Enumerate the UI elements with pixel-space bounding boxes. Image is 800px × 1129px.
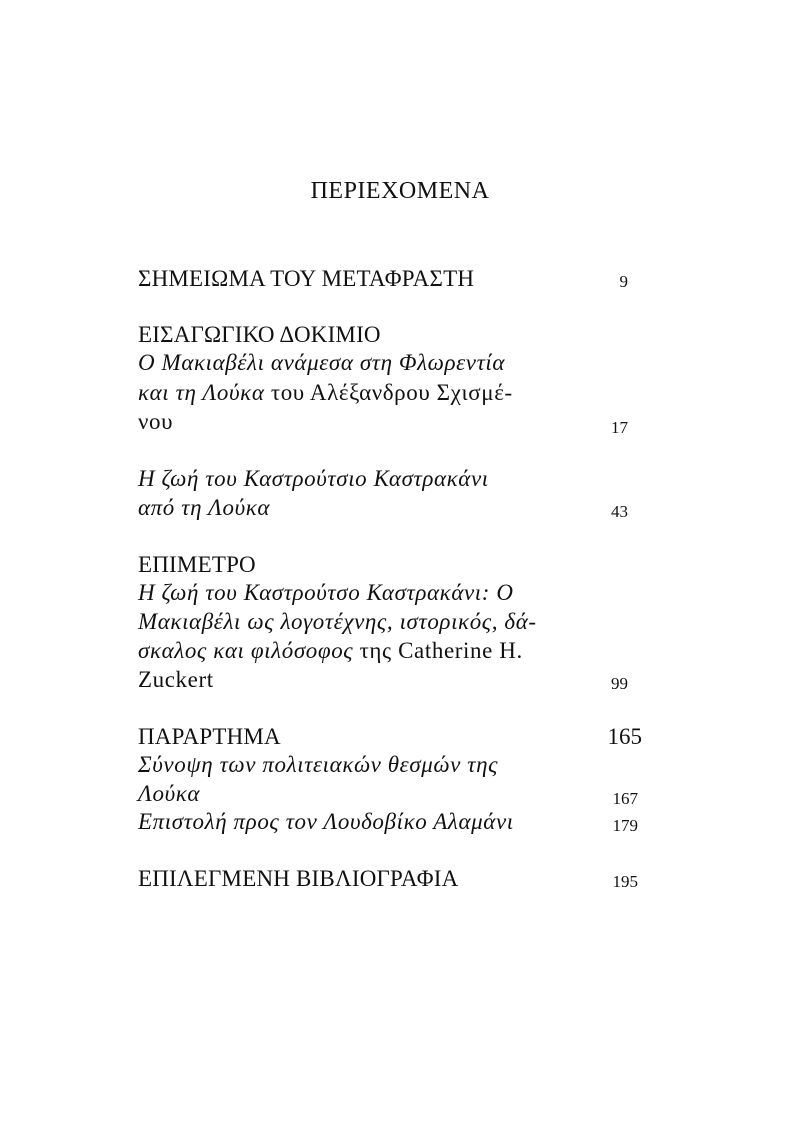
- toc-entry-line: Σύνοψη των πολιτειακών θεσμών της: [138, 752, 499, 777]
- toc-heading-bibliography: ΕΠΙΛΕΓΜΕΝΗ ΒΙΒΛΙΟΓΡΑΦΙΑ: [138, 866, 459, 891]
- toc-page-number: 195: [612, 872, 638, 891]
- toc-entry-title-part: και τη Λούκα: [138, 380, 265, 405]
- toc-heading-translator-note: ΣΗΜΕΙΩΜΑ ΤΟΥ ΜΕΤΑΦΡΑΣΤΗ: [138, 266, 475, 291]
- toc-heading-introductory-essay: ΕΙΣΑΓΩΓΙΚΟ ΔΟΚΙΜΙΟ: [138, 322, 381, 347]
- toc-entry-author-part: της Catherine H.: [353, 638, 523, 663]
- toc-page-number: 17: [611, 418, 628, 437]
- toc-entry-author-part: του Αλέξανδρου Σχισμέ-: [264, 380, 513, 405]
- toc-entry-line: Η ζωή του Καστρούτσιο Καστρακάνι: [138, 466, 489, 491]
- toc-entry-line: νου: [138, 409, 174, 434]
- toc-page-number: 9: [619, 272, 628, 291]
- toc-page-number: 43: [611, 502, 628, 521]
- toc-entry-line: [138, 380, 513, 406]
- toc-entry-title-part: σκαλος και φιλόσοφος: [138, 638, 354, 663]
- toc-entry-line: Λούκα: [138, 781, 201, 806]
- toc-entry-line: [138, 638, 523, 664]
- toc-page-number: 99: [611, 674, 628, 693]
- toc-entry-line: Μακιαβέλι ως λογοτέχνης, ιστορικός, δά-: [138, 609, 537, 634]
- toc-entry-line: Επιστολή προς τον Λουδοβίκο Αλαμάνι: [138, 809, 514, 834]
- toc-heading-epilogue: ΕΠΙΜΕΤΡΟ: [138, 552, 256, 577]
- toc-heading-appendix: ΠΑΡΑΡΤΗΜΑ: [138, 724, 281, 749]
- toc-page-number: 167: [612, 789, 638, 808]
- toc-page-number: 179: [612, 816, 638, 835]
- toc-page-number: 165: [607, 724, 642, 749]
- toc-entry-line: Zuckert: [138, 667, 214, 692]
- toc-entry-line: Η ζωή του Καστρούτσο Καστρακάνι: Ο: [138, 580, 514, 605]
- page-title: ΠΕΡΙΕΧΟΜΕΝΑ: [310, 178, 490, 204]
- toc-entry-line: Ο Μακιαβέλι ανάμεσα στη Φλωρεντία: [138, 350, 506, 375]
- toc-entry-line: από τη Λούκα: [138, 495, 271, 520]
